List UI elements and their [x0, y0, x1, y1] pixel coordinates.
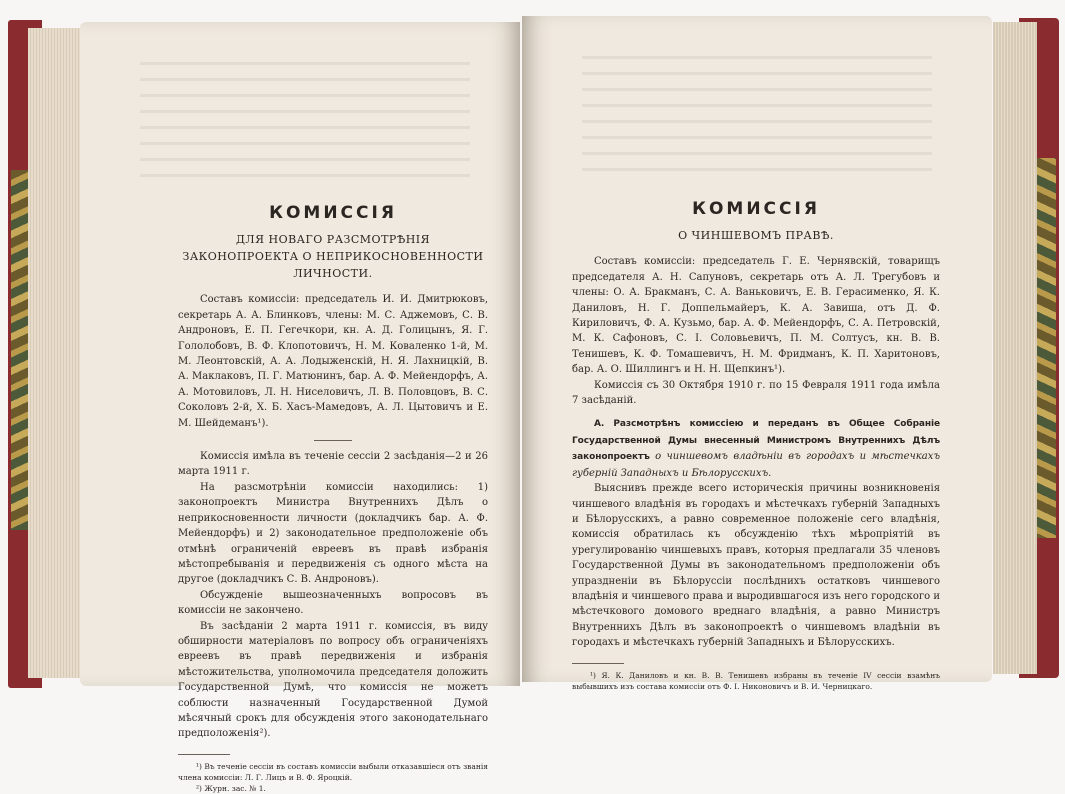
left-separator	[314, 440, 352, 441]
left-not-finished: Обсужденіе вышеозначенныхъ вопросовъ въ комиссіи не закончено.	[178, 589, 488, 617]
show-through-text	[140, 62, 470, 182]
right-section-a-title: о чиншевомъ владѣніи въ городахъ и мѣстечкахъ губерній Западныхъ и Бѣлорусскихъ.	[572, 451, 940, 479]
left-review: На разсмотрѣніи комиссіи находились: 1) законопроектъ Министра Внутреннихъ Дѣлъ о неприкосновенности личности (докладчикъ бар. А. Ф. Мейендорфъ) и 2) законодательное предположеніе объ отмѣнѣ ограниченій евреевъ въ правѣ избранія мѣстопребыванія и передвиженія съ одного мѣста на другое (докладчикъ С. В. Андроновъ).	[178, 481, 488, 586]
right-composition: Составъ комиссіи: председатель Г. Е. Чернявскій, товарищъ председателя А. Н. Сапуновъ, секретарь отъ А. Л. Трегубовъ и члены: О. А. Бракманъ, С. А. Ваньковичъ, Е. В. Герасименко, Я. К. Даниловъ, Н. Г. Доппельмайеръ, К. А. Завиша, отъ Д. Ф. Кириловичъ, Ф. А. Кузьмо, бар. А. Ф. Мейендорфъ, С. А. Петровскій, М. К. Сафоновъ, С. І. Соловьевичъ, П. М. Солтусъ, кн. В. В. Тенишевъ, К. Ф. Томашевичъ, Н. М. Фридманъ, К. П. Харитоновъ, бар. А. О. Шиллингъ и Н. Н. Щепкинъ¹).	[572, 256, 940, 376]
right-footnote-1: ¹) Я. К. Даниловъ и кн. В. В. Тенишевъ избраны въ теченіе IV сессіи взамѣнъ выбывшихъ изъ состава комиссіи отъ Ф. І. Никоновичъ и В. И. Черницкаго.	[572, 670, 940, 691]
right-sessions: Комиссія съ 30 Октября 1910 г. по 15 Февраля 1911 года имѣла 7 засѣданій.	[572, 379, 940, 407]
right-footnote-separator	[572, 663, 624, 664]
right-page-content	[572, 199, 940, 692]
right-page-title: КОМИССІЯ	[692, 199, 820, 219]
right-page-edges	[993, 22, 1037, 674]
left-page-content	[178, 203, 488, 794]
left-page-edges	[28, 28, 84, 678]
left-footnote-2: ²) Журн. зас. № 1.	[196, 783, 266, 793]
right-body: Выяснивъ прежде всего историческія причины возникновенія чиншевого владѣнія въ городахъ и мѣстечкахъ губерній Западныхъ и Бѣлорусскихъ, а равно современное положеніе сего владѣнія, комиссія обратилась къ обсужденію тѣхъ мѣропріятій въ урегулированію чиншевыхъ правъ, которыя предлагали 35 членовъ Государственной Думы въ законодательномъ предположеніи объ упраздненіи въ Бѣлоруссіи послѣднихъ остатковъ чиншевого владѣнія и чиншевого права и выродившагося изъ него городского и мѣстечкового домового вреднаго владѣнія, а равно Министръ Внутреннихъ Дѣлъ въ законопроектѣ о чиншевомъ владѣніи въ городахъ и мѣстечкахъ губерній Западныхъ и Бѣлорусскихъ.	[572, 483, 940, 649]
left-page-subtitle: ДЛЯ НОВАГО РАЗСМОТРѢНІЯ ЗАКОНОПРОЕКТА О НЕПРИКОСНОВЕННОСТИ ЛИЧНОСТИ.	[182, 233, 484, 281]
left-sessions: Комиссія имѣла въ теченіе сессіи 2 засѣданія—2 и 26 марта 1911 г.	[178, 451, 488, 478]
right-page	[522, 16, 992, 691]
left-composition: Составъ комиссіи: председатель И. И. Дмитрюковъ, секретарь А. А. Блинковъ, члены: М. С. Аджемовъ, С. В. Андроновъ, Е. П. Гегечкори, кн. А. Д. Голицынъ, Я. Г. Гололобовъ, В. Ф. Клопотовичъ, Н. М. Коваленко 1-й, М. М. Леонтовскій, А. А. Лодыженскій, Н. Я. Лахницкій, В. А. Маклаковъ, П. Г. Матюнинъ, бар. А. Ф. Мейендорфъ, А. А. Мотовиловъ, Л. Н. Ниселовичъ, Л. В. Половцовъ, В. С. Соколовъ 2-й, Х. Б. Хасъ-Мамедовъ, А. Л. Цытовичъ и Е. М. Шейдеманъ¹).	[178, 294, 488, 429]
right-section-a-heading: А. Разсмотрѣнъ комиссіею и переданъ въ Общее Собраніе Государственной Думы внесенный Министромъ Внутреннихъ Дѣлъ законопроектъ	[572, 419, 940, 463]
left-page	[80, 22, 520, 793]
left-decision: Въ засѣданіи 2 марта 1911 г. комиссія, въ виду обширности матеріаловъ по вопросу объ ограниченіяхъ евреевъ въ правѣ передвиженія и избранія мѣстожительства, уполномочила председателя доложить Государственной Думѣ, что комиссія не можетъ соблюсти назначенный Государственной Думой мѣсячный срокъ для обсужденія этого законодательнаго предположенія²).	[178, 620, 488, 740]
right-page-subtitle: О ЧИНШЕВОМЪ ПРАВѢ.	[678, 229, 834, 243]
left-footnote-1: ¹) Въ теченіе сессіи въ составъ комиссіи выбыли отказавшіеся отъ званія члена комиссіи: Л. Г. Лицъ и В. Ф. Яроцкій.	[178, 761, 488, 782]
show-through-text	[582, 56, 932, 176]
right-section-a	[572, 416, 940, 481]
left-page-title: КОМИССІЯ	[269, 203, 397, 223]
left-footnote-separator	[178, 754, 230, 755]
